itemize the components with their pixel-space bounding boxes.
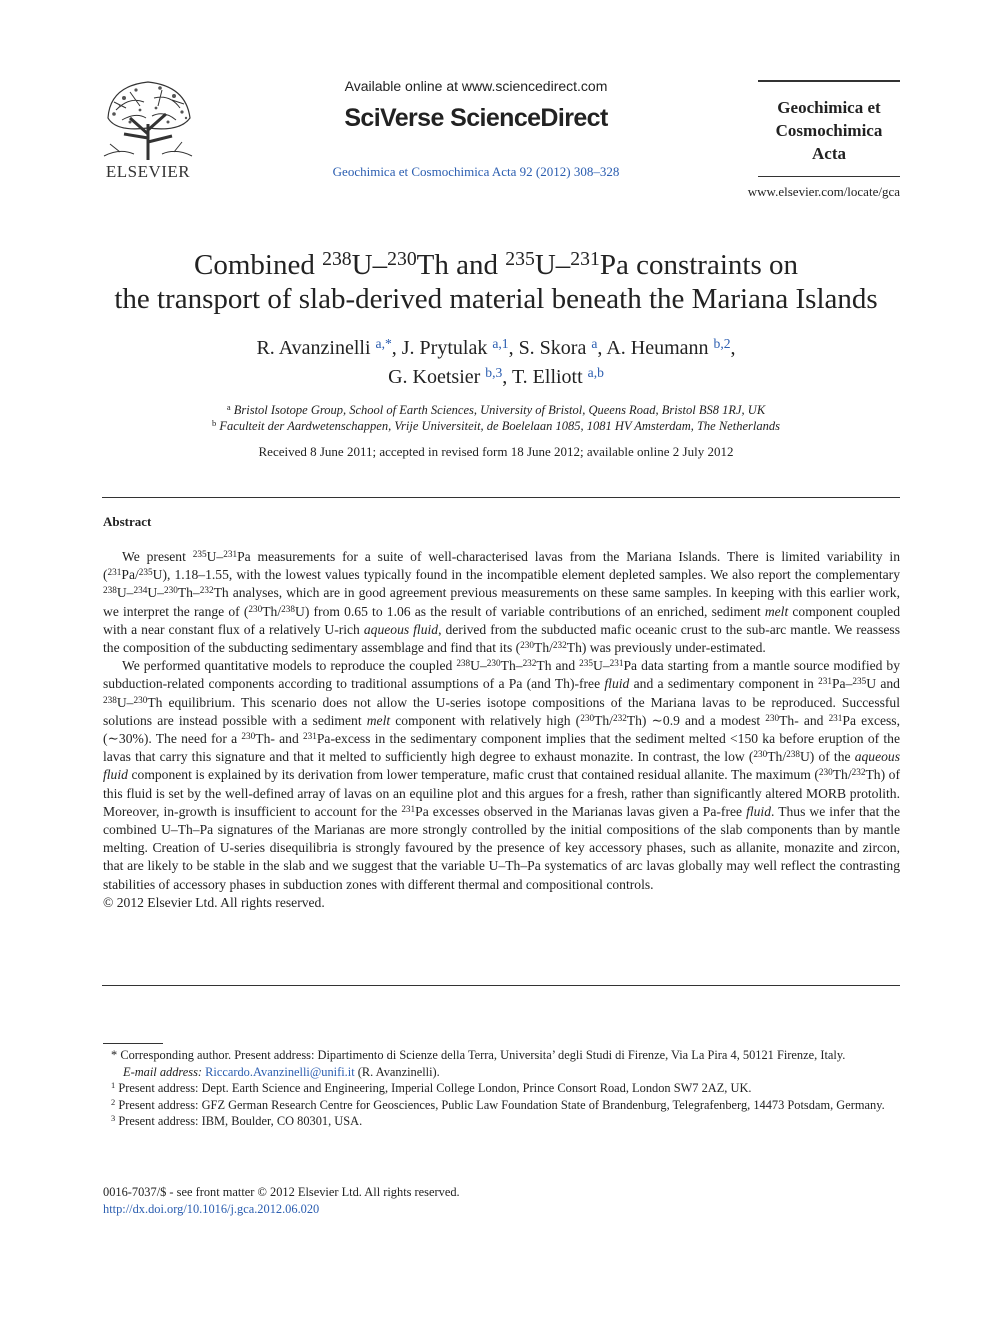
elsevier-tree-icon: [100, 78, 196, 162]
author-name[interactable]: J. Prytulak: [401, 337, 488, 359]
abstract-rule-bottom: [102, 985, 900, 986]
author-line-1: R. Avanzinelli $^{a,*}$, J. Prytulak $^{a,1}$, S. Skora $^a$, A. Heumann $^{b,2}$,: [256, 335, 736, 359]
affiliations: [80, 402, 912, 434]
footnotes: [103, 1047, 900, 1130]
author-marks[interactable]: a,b: [587, 364, 604, 380]
footnote-email: E-mail address: Riccardo.Avanzinelli@unifi.it (R. Avanzinelli).: [123, 1064, 440, 1079]
footnote-1: $^1$ Present address: Dept. Earth Science and Engineering, Imperial College London, Prince Consort Road, London SW7 2AZ, UK.: [111, 1080, 752, 1096]
sciencedirect-logo[interactable]: SciVerse ScienceDirect: [344, 104, 608, 132]
email-link[interactable]: Riccardo.Avanzinelli@unifi.it: [205, 1064, 355, 1079]
footnote-2: $^2$ Present address: GFZ German Research Centre for Geosciences, Public Law Foundation State of Brandenburg, Telegrafenberg, 14473 Potsdam, Germany.: [111, 1097, 885, 1112]
abstract-heading: Abstract: [103, 514, 152, 529]
title-line-2: the transport of slab-derived material beneath the Mariana Islands: [114, 283, 878, 315]
elsevier-logo: [100, 78, 196, 182]
footnote-rule: [103, 1043, 163, 1044]
journal-title-rule-top: [758, 80, 900, 82]
journal-citation-link[interactable]: Geochimica et Cosmochimica Acta 92 (2012) 308–328: [332, 164, 620, 179]
abstract-copyright: © 2012 Elsevier Ltd. All rights reserved.: [103, 894, 325, 910]
author-list: [80, 334, 912, 392]
article-dates: Received 8 June 2011; accepted in revised form 18 June 2012; available online 2 July 2012: [258, 444, 734, 459]
footnote-3: $^3$ Present address: IBM, Boulder, CO 80301, USA.: [111, 1113, 363, 1129]
author-name[interactable]: R. Avanzinelli: [256, 337, 371, 359]
issn-block: [103, 1184, 900, 1217]
author-line-2: G. Koetsier $^{b,3}$, T. Elliott $^{a,b}$: [388, 364, 604, 388]
article-title: [80, 248, 912, 316]
journal-title-line: Geochimica et: [777, 98, 881, 117]
author-marks[interactable]: b,3: [485, 364, 503, 380]
author-marks[interactable]: a,*: [375, 335, 392, 351]
footnote-corresponding: * Corresponding author. Present address: Dipartimento di Scienze della Terra, Universita’ degli Studi di Firenze, Via La Pira 4, 50121 Firenze, Italy.: [111, 1048, 846, 1062]
author-marks[interactable]: a,1: [492, 335, 509, 351]
abstract-paragraph-2: We performed quantitative models to reproduce the coupled $^{238}$U–$^{230}$Th–$^{232}$Th and $^{235}$U–$^{231}$Pa data starting from a mantle source modified by subduction-related components according to traditional assumptions of a Pa (and Th)-free fluid and a sedimentary component in $^{231}$Pa–$^{235}$U and $^{238}$U–$^{230}$Th equilibrium. This scenario does not allow the U-series isotope compositions of the Mariana lavas to be reproduced. Successful solutions are instead possible with a sediment melt component with relatively high ($^{230}$Th/$^{232}$Th) ∼0.9 and a modest $^{230}$Th- and $^{231}$Pa excess, (∼30%). The need for a $^{230}$Th- and $^{231}$Pa-excess in the sedimentary component implies that the sediment melted <150 ka before eruption of the lavas that carry this signature and that it melted to sufficiently high degree to exhaust monazite. In contrast, the low ($^{230}$Th/$^{238}$U) of the aqueous fluid component is explained by its derivation from lower temperature, mafic crust that contained residual allanite. The maximum ($^{230}$Th/$^{232}$Th) of this fluid is set by the well-defined array of lavas on an equiline plot and this argues for a fresh, rather than significantly altered MORB protolith. Moreover, in-growth is insufficient to account for the $^{231}$Pa excesses observed in the Marianas lavas given a Pa-free fluid. Thus we infer that the combined U–Th–Pa signatures of the Marianas are more strongly controlled by the initial compositions of the slab components than by mantle melting. Creation of U-series disequilibria is strongly favoured by the presence of key accessory phases, such as allanite, monazite and zircon, that are likely to be stable in the slab and we suggest that the variable U–Th–Pa systematics of arc lavas globally may well reflect the contrasting stabilities of accessory phases in subduction zones with different thermal and compositional controls.: [103, 658, 901, 892]
doi-link[interactable]: http://dx.doi.org/10.1016/j.gca.2012.06.020: [103, 1201, 320, 1216]
affiliation-b: $^b$ Faculteit der Aardwetenschappen, Vrije Universiteit, de Boelelaan 1085, 1081 HV Amsterdam, The Netherlands: [212, 418, 780, 433]
journal-title-line: Cosmochimica: [775, 121, 883, 140]
author-name[interactable]: S. Skora: [518, 337, 587, 359]
journal-title: [758, 96, 900, 165]
issn-line: 0016-7037/$ - see front matter © 2012 Elsevier Ltd. All rights reserved.: [103, 1185, 460, 1199]
available-online-text: Available online at www.sciencedirect.com: [344, 78, 608, 94]
abstract-paragraph-1: We present $^{235}$U–$^{231}$Pa measurements for a suite of well-characterised lavas from the Mariana Islands. There is limited variability in ($^{231}$Pa/$^{235}$U), 1.18–1.55, with the lowest values typically found in the incompatible element depleted samples. We also report the complementary $^{238}$U–$^{234}$U–$^{230}$Th–$^{232}$Th analyses, which are in good agreement previous measurements on these same samples. In keeping with this earlier work, we interpret the range of ($^{230}$Th/$^{238}$U) from 0.65 to 1.06 as the result of variable contributions of an enriched, sediment melt component coupled with a near constant flux of a relatively U-rich aqueous fluid, derived from the subducted mafic oceanic crust to the sub-arc mantle. We reassess the composition of the subducting sedimentary assemblage and find that its ($^{230}$Th/$^{232}$Th) was previously under-estimated.: [103, 548, 901, 656]
author-marks[interactable]: b,2: [713, 335, 731, 351]
title-line-1: Combined $^{238}$U–$^{230}$Th and $^{235}$U–$^{231}$Pa constraints on: [194, 248, 798, 281]
author-name[interactable]: T. Elliott: [511, 366, 583, 388]
author-name[interactable]: G. Koetsier: [388, 366, 481, 388]
abstract-rule-top: [102, 497, 900, 498]
journal-url-link[interactable]: www.elsevier.com/locate/gca: [747, 184, 900, 199]
affiliation-a: $^a$ Bristol Isotope Group, School of Earth Sciences, University of Bristol, Queens Road, Bristol BS8 1RJ, UK: [226, 402, 766, 417]
author-marks[interactable]: a: [591, 335, 598, 351]
publisher-wordmark: ELSEVIER: [105, 162, 191, 181]
author-name[interactable]: A. Heumann: [606, 337, 709, 359]
abstract-body: [103, 548, 900, 912]
journal-title-line: Acta: [812, 144, 846, 163]
journal-title-rule-bottom: [758, 176, 900, 177]
